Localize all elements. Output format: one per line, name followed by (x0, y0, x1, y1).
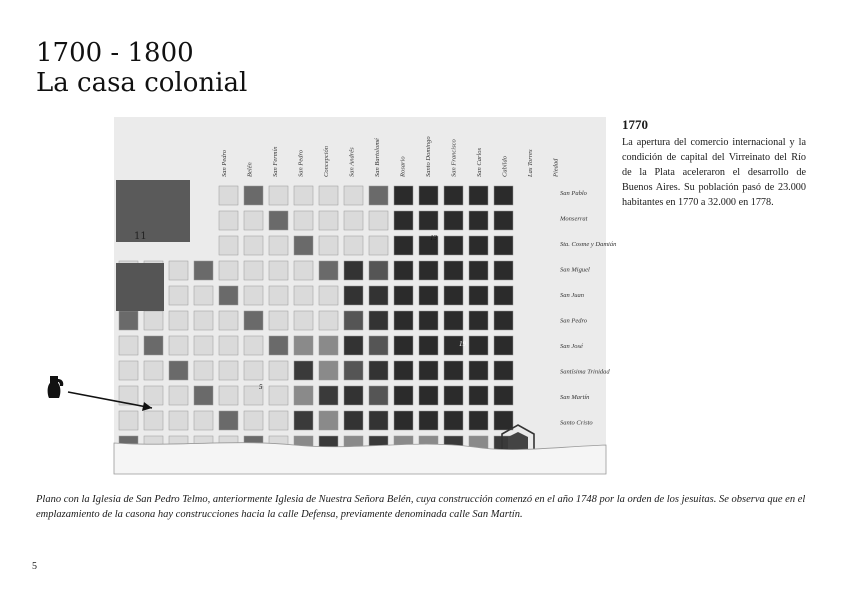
map-block (469, 286, 488, 305)
street-label-top: San Francisco (450, 139, 458, 177)
map-block (269, 261, 288, 280)
map-block (219, 186, 238, 205)
street-label-right: Monserrat (560, 215, 588, 223)
map-block (244, 411, 263, 430)
map-block (194, 411, 213, 430)
map-block (419, 361, 438, 380)
map-block (119, 361, 138, 380)
map-block-large (116, 180, 190, 242)
page-title (36, 38, 247, 98)
map-block (469, 261, 488, 280)
map-block (394, 311, 413, 330)
map-block (444, 411, 463, 430)
street-label-top: Belén (246, 162, 254, 177)
map-block (244, 311, 263, 330)
map-block (269, 386, 288, 405)
map-block (494, 261, 513, 280)
map-block (394, 186, 413, 205)
map-block (419, 336, 438, 355)
map-block (194, 311, 213, 330)
map-block (294, 186, 313, 205)
map-block (194, 386, 213, 405)
map-block (319, 186, 338, 205)
map-block (319, 236, 338, 255)
map-block (194, 361, 213, 380)
map-block (319, 311, 338, 330)
sidebar-text: La apertura del comercio internacional y la condición de capital del Virreinato del Río de la Plata aceleraron el desarrollo de Buenos Aires. Su población pasó de 23.000 habitantes en 1770 a 32.000 en 1778. (622, 137, 806, 208)
street-label-top: San Bartolomé (374, 138, 381, 177)
map-block (494, 286, 513, 305)
map-block (369, 386, 388, 405)
block-number: 19 (459, 340, 466, 348)
map-block (194, 261, 213, 280)
map-block (294, 411, 313, 430)
block-number: 13 (430, 234, 437, 242)
street-label-right: Sta. Cosme y Damián (560, 241, 617, 248)
map-block (344, 286, 363, 305)
map-block (244, 286, 263, 305)
street-label-right: San Pedro (560, 317, 588, 325)
street-label-right: Santo Cristo (560, 419, 593, 427)
street-label-top: San Andrés (348, 147, 356, 177)
street-label-top: San Pedro (221, 149, 228, 177)
map-block (294, 236, 313, 255)
map-block (394, 261, 413, 280)
map-block (319, 386, 338, 405)
map-block (369, 236, 388, 255)
map-block (444, 361, 463, 380)
map-block (494, 336, 513, 355)
block-number: 5 (259, 383, 263, 391)
map-block (494, 411, 513, 430)
street-label-top: Concepción (323, 145, 330, 177)
street-label-top: San Fermín (272, 146, 279, 177)
sidebar-note (622, 117, 806, 210)
map-block (419, 286, 438, 305)
map-block (169, 286, 188, 305)
map-block (344, 361, 363, 380)
map-block (294, 261, 313, 280)
map-block (419, 311, 438, 330)
map-block (469, 211, 488, 230)
map-block (244, 211, 263, 230)
map-block (169, 336, 188, 355)
street-label-top: Cabildo (501, 156, 509, 177)
map-block (444, 286, 463, 305)
map-block (119, 311, 138, 330)
map-block (344, 311, 363, 330)
street-label-top: San Carlos (476, 147, 483, 177)
sidebar-year: 1770 (622, 117, 648, 132)
map-block (469, 386, 488, 405)
map-block (169, 361, 188, 380)
map-block (269, 211, 288, 230)
title-years: 1700 - 1800 (36, 38, 194, 68)
map-block (369, 361, 388, 380)
map-block (494, 211, 513, 230)
map-block (319, 286, 338, 305)
map-block (244, 236, 263, 255)
map-block (294, 286, 313, 305)
map-block (394, 336, 413, 355)
map-block-large (116, 263, 164, 311)
map-block (269, 236, 288, 255)
map-block (344, 386, 363, 405)
map-block (244, 261, 263, 280)
map-block (219, 211, 238, 230)
map-block (469, 186, 488, 205)
street-label-top: San Pedro (297, 149, 305, 177)
map-block (369, 311, 388, 330)
map-block (444, 211, 463, 230)
map-block (144, 361, 163, 380)
map-block (494, 236, 513, 255)
map-block (444, 261, 463, 280)
map-block (269, 186, 288, 205)
map-block (469, 361, 488, 380)
map-block (444, 311, 463, 330)
map-block (419, 261, 438, 280)
map-block (394, 361, 413, 380)
page-number: 5 (32, 561, 37, 572)
map-block (144, 311, 163, 330)
map-block (419, 411, 438, 430)
map-block (319, 336, 338, 355)
map-block (344, 411, 363, 430)
map-block (194, 286, 213, 305)
map-block (169, 261, 188, 280)
street-label-top: Rosario (399, 156, 407, 177)
block-number: 11 (134, 231, 147, 242)
street-label-right: San Pablo (560, 190, 587, 197)
map-block (319, 211, 338, 230)
map-block (394, 411, 413, 430)
map-block (344, 211, 363, 230)
map-block (444, 186, 463, 205)
map-block (244, 186, 263, 205)
street-label-right: San Juan (560, 292, 585, 299)
map-block (494, 311, 513, 330)
street-label-top: Santo Domingo (425, 136, 432, 177)
map-block (244, 361, 263, 380)
map-block (144, 336, 163, 355)
map-block (169, 386, 188, 405)
map-block (169, 311, 188, 330)
street-label-right: San José (560, 343, 583, 350)
map-block (319, 261, 338, 280)
map-block (219, 261, 238, 280)
street-label-right: San Miguel (560, 266, 590, 274)
figure-caption: Plano con la Iglesia de San Pedro Telmo, anteriormente Iglesia de Nuestra Señora Belén, cuya construcción comenzó en el año 1748 por la orden de los jesuitas. Se observa que en el emplazamiento de la casona hay construcciones hacia la calle Defensa, previamente denominada calle San Martín. (36, 494, 806, 520)
map-block (169, 411, 188, 430)
map-block (369, 186, 388, 205)
map-block (394, 236, 413, 255)
map-block (469, 411, 488, 430)
map-block (469, 311, 488, 330)
map-block (269, 361, 288, 380)
map-block (219, 311, 238, 330)
map-block (269, 311, 288, 330)
map-block (494, 186, 513, 205)
historic-city-map (114, 117, 617, 474)
map-block (219, 286, 238, 305)
map-block (369, 411, 388, 430)
map-block (344, 186, 363, 205)
map-block (194, 336, 213, 355)
street-label-top: Las Torres (527, 149, 534, 177)
map-block (294, 211, 313, 230)
street-label-top: Piedad (552, 158, 560, 177)
map-block (244, 336, 263, 355)
map-block (369, 261, 388, 280)
map-block (119, 336, 138, 355)
map-block (269, 411, 288, 430)
map-block (319, 411, 338, 430)
map-block (219, 336, 238, 355)
street-label-right: San Martín (560, 394, 590, 401)
map-block (369, 286, 388, 305)
map-block (419, 211, 438, 230)
map-block (494, 386, 513, 405)
map-block (219, 411, 238, 430)
map-block (394, 211, 413, 230)
map-block (469, 336, 488, 355)
map-block (369, 211, 388, 230)
street-label-right: Santísima Trinidad (560, 368, 610, 376)
map-block (344, 261, 363, 280)
map-block (294, 386, 313, 405)
map-block (469, 236, 488, 255)
map-block (344, 236, 363, 255)
map-block (419, 386, 438, 405)
map-block (294, 336, 313, 355)
map-block (394, 386, 413, 405)
map-block (419, 186, 438, 205)
map-block (294, 311, 313, 330)
map-block (219, 236, 238, 255)
title-subject: La casa colonial (36, 68, 248, 98)
map-block (269, 286, 288, 305)
map-block (394, 286, 413, 305)
map-block (319, 361, 338, 380)
map-block (269, 336, 288, 355)
map-block (344, 336, 363, 355)
map-block (494, 361, 513, 380)
location-arrow (60, 380, 160, 420)
map-block (444, 236, 463, 255)
map-block (219, 361, 238, 380)
map-block (219, 386, 238, 405)
map-block (294, 361, 313, 380)
map-block (369, 336, 388, 355)
map-block (444, 386, 463, 405)
